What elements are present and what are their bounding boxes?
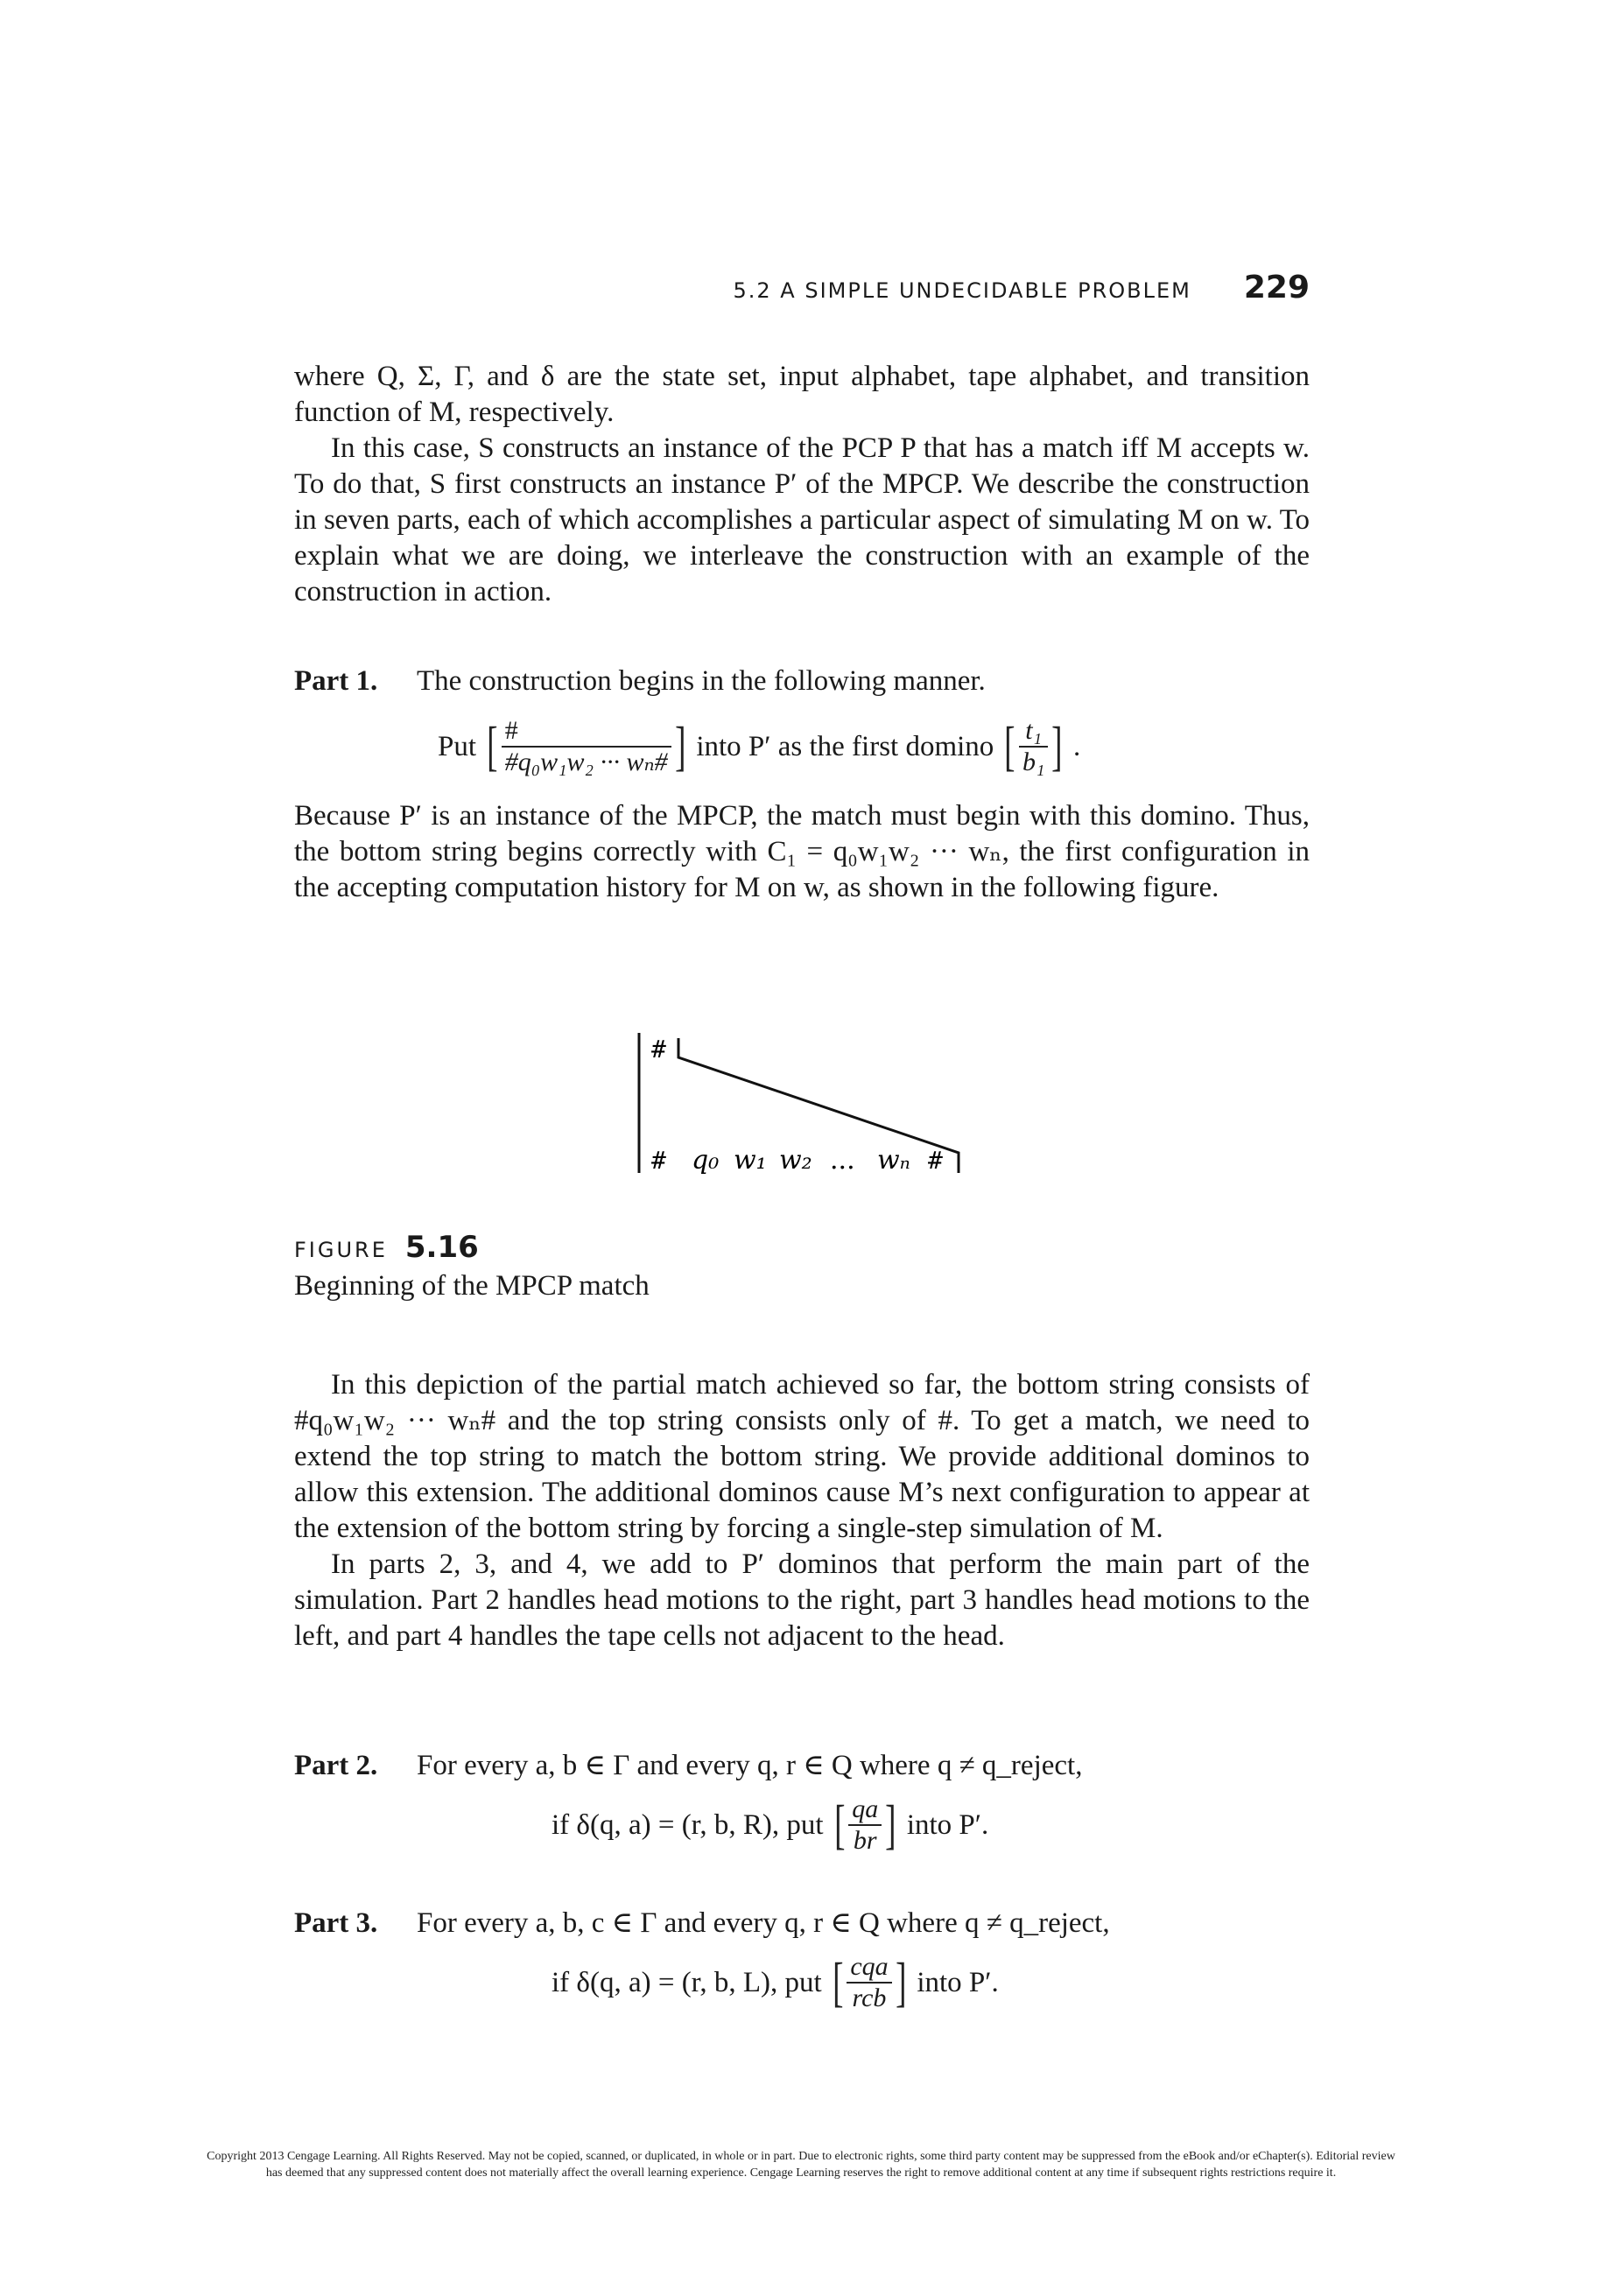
intro-paragraph-2: In this case, S constructs an instance of the PCP P that has a match iff M accepts w. To do that, S first constructs an instance P′ of the MPCP. We describe the construction in seven parts, each of which accomplishes a particular aspect of simulating M on w. To explain what we are doing, we interleave the construction with an example of the construction in action. — [294, 432, 1310, 607]
t1-b1-domino: [ $\frac{\text{t₁}}{\text{b₁}}$ ] — [1004, 716, 1063, 776]
part1-put: Put — [438, 730, 477, 762]
first-domino: [ $\frac{\#}{\text{\#q₀w₁w₂ ··· wₙ\#}}$ ] — [487, 716, 686, 776]
part1-text: The construction begins in the following manner. — [417, 665, 986, 697]
match-boundary-line — [678, 1038, 959, 1173]
part3-text: For every a, b, c ∈ Γ and every q, r ∈ Q where q ≠ q_reject, — [417, 1907, 1110, 1939]
part2-label: Part 2. — [294, 1750, 378, 1781]
part1-heading — [294, 664, 1310, 699]
bottom-symbol-4: ... — [830, 1145, 855, 1176]
part3-domino-top: cqa — [850, 1952, 889, 1981]
section-title: 5.2 A SIMPLE UNDECIDABLE PROBLEM — [733, 278, 1191, 303]
first-domino-top: # — [504, 716, 518, 745]
top-hash-symbol: # — [651, 1035, 666, 1064]
part3-end: into P′. — [917, 1966, 999, 1998]
t1-top: t₁ — [1025, 716, 1043, 745]
middle-paragraph-2: In parts 2, 3, and 4, we add to P′ dominos that perform the main part of the simulation. Part 2 handles head motions to the right, part 3 handles head motions to the left, and part 4 handles the tape cells not adjacent to the head. — [294, 1548, 1310, 1652]
part3-domino: [ $\frac{\text{cqa}}{\text{rcb}}$ ] — [832, 1952, 907, 2012]
running-head — [294, 270, 1310, 313]
page-number: 229 — [1243, 270, 1310, 305]
part1-end: . — [1073, 730, 1081, 762]
part2-text: For every a, b ∈ Γ and every q, r ∈ Q where q ≠ q_reject, — [417, 1750, 1083, 1781]
bottom-symbol-5: wₙ — [877, 1145, 910, 1176]
copyright-notice: Copyright 2013 Cengage Learning. All Rights Reserved. May not be copied, scanned, or duplicated, in whole or in part. Due to electronic rights, some third party content may be suppressed from the eBook and/or eChapter(s). Editorial review has deemed that any suppressed content does not materially affect the overall learning experience. Cengage Learning reserves the right to remove additional content at any time if subsequent rights restrictions require it. — [207, 2150, 1395, 2180]
part3-display — [552, 1952, 999, 2013]
part2-end: into P′. — [906, 1808, 989, 1841]
mpcp-match-diagram — [630, 1024, 980, 1182]
part1-after-text — [294, 798, 1310, 906]
first-domino-bottom: #q₀w₁w₂ ··· wₙ# — [504, 748, 668, 776]
part1-after-paragraph: Because P′ is an instance of the MPCP, the match must begin with this domino. Thus, the bottom string begins correctly with C₁ = q₀w₁w₂ ··· wₙ, the first configuration in the accepting computation history for M on w, as shown in the following figure. — [294, 800, 1310, 903]
part1-label: Part 1. — [294, 665, 378, 697]
intro-text — [294, 359, 1310, 610]
intro-paragraph-1: where Q, Σ, Γ, and δ are the state set, input alphabet, tape alphabet, and transition function of M, respectively. — [294, 361, 1310, 428]
figure-number: 5.16 — [404, 1230, 479, 1265]
bottom-symbol-1: q₀ — [692, 1145, 720, 1176]
bottom-symbol-3: w₂ — [779, 1145, 812, 1176]
part2-domino: [ $\frac{qa}{br}$ ] — [833, 1794, 896, 1855]
figure-caption-text: Beginning of the MPCP match — [294, 1270, 650, 1302]
middle-text — [294, 1367, 1310, 1654]
bottom-symbol-2: w₁ — [734, 1145, 767, 1176]
part2-domino-bottom: br — [853, 1826, 877, 1855]
part1-display — [438, 716, 1080, 777]
part3-heading — [294, 1906, 1310, 1941]
part3-condition: if δ(q, a) = (r, b, L), put — [552, 1966, 822, 1998]
part3-domino-bottom: rcb — [852, 1984, 887, 2012]
figure-label: FIGURE — [294, 1238, 388, 1262]
part2-heading — [294, 1748, 1310, 1784]
bottom-symbol-6: # — [928, 1146, 943, 1175]
figure-caption — [294, 1230, 650, 1304]
part2-condition: if δ(q, a) = (r, b, R), put — [552, 1808, 824, 1841]
part3-label: Part 3. — [294, 1907, 378, 1939]
part1-middle: into P′ as the first domino — [696, 730, 994, 762]
part2-display — [552, 1794, 988, 1856]
b1-bottom: b₁ — [1022, 748, 1045, 776]
part2-domino-top: qa — [852, 1794, 879, 1823]
middle-paragraph-1: In this depiction of the partial match achieved so far, the bottom string consists of #q₀w₁w₂ ··· wₙ# and the top string consists only of #. To get a match, we need to extend the top string to match the bottom string. We provide additional dominos to allow this extension. The additional dominos cause M’s next configuration to appear at the extension of the bottom string by forcing a single-step simulation of M. — [294, 1369, 1310, 1544]
bottom-symbol-0: # — [651, 1146, 666, 1175]
figure-5-16 — [630, 1024, 980, 1182]
